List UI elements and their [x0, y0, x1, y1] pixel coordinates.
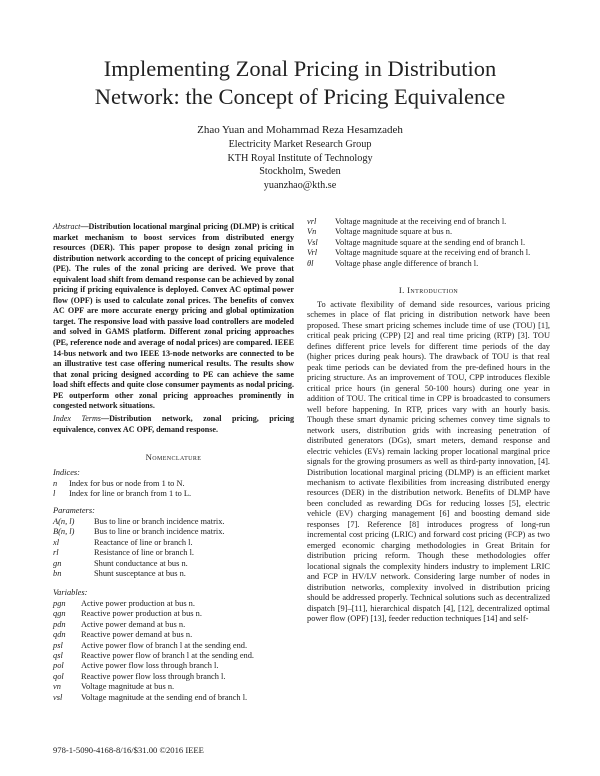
nomenclature-symbol: pdn	[53, 619, 66, 629]
nomenclature-description: Index for bus or node from 1 to N.	[69, 479, 185, 488]
nomenclature-description: Shunt susceptance at bus n.	[94, 568, 186, 578]
nomenclature-symbol: qgn	[53, 609, 66, 619]
nomenclature-symbol: B(n, l)	[53, 527, 75, 537]
nomenclature-symbol: bn	[53, 568, 62, 578]
nomenclature-symbol: vsl	[53, 692, 63, 702]
affiliation-location: Stockholm, Sweden	[259, 166, 341, 178]
nomenclature-description: Active power flow loss through branch l.	[81, 661, 219, 671]
nomenclature-symbol: pol	[53, 661, 64, 671]
nomenclature-description: Shunt conductance at bus n.	[94, 558, 188, 568]
nomenclature-description: Index for line or branch from 1 to L.	[69, 489, 192, 499]
nomenclature-symbol: pgn	[53, 599, 66, 608]
variables-list-continued	[307, 217, 530, 269]
nomenclature-entry	[53, 672, 254, 682]
nomenclature-entry	[53, 651, 254, 661]
nomenclature-description: Active power demand at bus n.	[81, 619, 186, 629]
nomenclature-symbol: vrl	[307, 217, 317, 226]
nomenclature-symbol: qol	[53, 671, 64, 681]
nomenclature-entry	[53, 661, 254, 671]
nomenclature-entry	[53, 527, 224, 537]
index-terms-text: —Distribution network, zonal pricing, pricing equivalence, convex AC OPF, demand response.	[53, 414, 295, 434]
nomenclature-entry	[53, 682, 254, 692]
nomenclature-description: Reactive power flow loss through branch l.	[81, 671, 226, 681]
nomenclature-entry	[53, 538, 224, 548]
author-block	[100, 124, 500, 192]
nomenclature-description: Voltage phase angle difference of branch l.	[335, 258, 479, 268]
nomenclature-symbol: Vsl	[307, 237, 318, 247]
nomenclature-entry	[307, 259, 530, 269]
nomenclature-symbol: xl	[53, 537, 60, 547]
parameters-label: Parameters:	[53, 506, 95, 515]
title-line-1: Implementing Zonal Pricing in Distribution	[103, 56, 497, 81]
nomenclature-entry	[53, 599, 254, 609]
paper-title	[40, 55, 560, 111]
abstract	[53, 222, 294, 412]
variables-list	[53, 599, 254, 703]
nomenclature-symbol: θl	[307, 258, 314, 268]
nomenclature-description: Voltage magnitude square at the sending end of branch l.	[335, 237, 526, 247]
nomenclature-heading: Nomenclature	[145, 452, 202, 462]
introduction-body	[307, 300, 550, 625]
nomenclature-description: Active power production at bus n.	[81, 599, 195, 608]
index-terms	[53, 414, 294, 435]
nomenclature-entry	[307, 217, 530, 227]
nomenclature-entry	[53, 620, 254, 630]
nomenclature-description: Bus to line or branch incidence matrix.	[94, 527, 225, 537]
nomenclature-description: Voltage magnitude at the receiving end of branch l.	[335, 217, 507, 226]
title-line-2: Network: the Concept of Pricing Equivalence	[94, 84, 506, 109]
nomenclature-entry	[53, 517, 224, 527]
nomenclature-entry	[53, 609, 254, 619]
variables-label: Variables:	[53, 588, 88, 597]
nomenclature-entry	[307, 227, 530, 237]
nomenclature-symbol: Vn	[307, 227, 317, 237]
nomenclature-symbol: rl	[53, 548, 59, 558]
author-names: Zhao Yuan and Mohammad Reza Hesamzadeh	[197, 124, 403, 136]
nomenclature-symbol: Vrl	[307, 248, 318, 258]
nomenclature-symbol: l	[53, 489, 56, 499]
nomenclature-entry	[53, 693, 254, 703]
nomenclature-entry	[53, 559, 224, 569]
affiliation-group: Electricity Market Research Group	[228, 139, 372, 151]
abstract-text: —Distribution locational marginal pricing (DLMP) is critical market mechanism to boost services from distributed energy resources (DER). This paper propose to design zonal pricing in distribution network according to the concept of pricing equivalence (PE). The rules of the zonal pricing are derived. We prove that equivalent load shift from demand response can be achieved by zonal pricing if pricing equivalence is deployed. Convex AC optimal power flow (OPF) is used to calculate zonal prices. The benefits of convex AC OPF are more accurate energy pricing and global optimization target. The responsive load with passive load controllers are modeled and solved in GAMS platform. Different zonal pricing approaches (PE, reference node and average of nodal prices) are compared. IEEE 14-bus network and two IEEE 13-node networks are connected to be an illustrative test case offering numerical results. The results show that zonal pricing designed according to PE can achieve the same load shift effects and quite close consumer payments as nodal pricing. PE outperform other zonal pricing approaches prominently in congested network situations.	[53, 222, 294, 411]
index-terms-lead: Index Terms	[53, 414, 101, 423]
nomenclature-description: Reactive power demand at bus n.	[81, 630, 193, 640]
nomenclature-entry	[307, 238, 530, 248]
nomenclature-entry	[53, 479, 191, 489]
nomenclature-entry	[307, 248, 530, 258]
nomenclature-symbol: gn	[53, 558, 62, 568]
affiliation-institute: KTH Royal Institute of Technology	[227, 152, 373, 164]
nomenclature-description: Reactance of line or branch l.	[94, 537, 193, 547]
nomenclature-description: Bus to line or branch incidence matrix.	[94, 517, 225, 526]
nomenclature-entry	[53, 569, 224, 579]
nomenclature-symbol: qdn	[53, 630, 66, 640]
indices-list	[53, 479, 191, 500]
nomenclature-symbol: vn	[53, 682, 61, 692]
nomenclature-description: Voltage magnitude at the sending end of branch l.	[81, 692, 248, 702]
nomenclature-description: Active power flow of branch l at the sending end.	[81, 640, 248, 650]
nomenclature-description: Voltage magnitude square at bus n.	[335, 227, 453, 237]
nomenclature-symbol: n	[53, 479, 58, 488]
nomenclature-entry	[53, 489, 191, 499]
nomenclature-entry	[53, 641, 254, 651]
nomenclature-entry	[53, 630, 254, 640]
introduction-heading: I. Introduction	[398, 285, 459, 295]
nomenclature-symbol: psl	[53, 640, 63, 650]
nomenclature-description: Reactive power production at bus n.	[81, 609, 202, 619]
copyright-footer: 978-1-5090-4168-8/16/$31.00 ©2016 IEEE	[53, 745, 204, 755]
nomenclature-symbol: A(n, l)	[53, 517, 75, 526]
nomenclature-entry	[53, 548, 224, 558]
introduction-paragraph: To activate flexibility of demand side resources, various pricing schemes in place of flat pricing in distribution network have been proposed. These smart pricing schemes include time of use (TOU) [1], critical peak pricing (CPP) [2] and real time pricing (RTP) [3]. TOU defines different price levels for different time periods of the day (higher prices during peak hours). The drawback of TOU is that real peak time periods can be deviated from the pre-defined hours in the pricing structure. As an improvement of TOU, CPP introduces flexible critical price hours (in general 50-100 hours) during one year in addition of TOU. The critical time in CPP is broadcasted to consumers well before happening. In RTP, prices vary with an hourly basis. Though these smart dynamic pricing schemes convey time signals to network users, distribution grids with increasing penetration of distributed generators (DGs), smart meters, demand response and electric vehicles (EVs) remain lacking proper locational marginal price signals for the growing prosumers as well as third-party innovation, [4]. Distribution locational marginal pricing (DLMP) is an efficient market mechanism to activate flexibilities from increasing distributed energy resources (DER) in the distribution network. Benefits of DLMP have been concluded as rewarding DGs for reducing losses [5], electric vehicle (EV) charging management [6] and boosting demand side responses [7]. Reference [8] introduces progress of long-run incremental cost pricing (LRIC) and forward cost pricing (FCP) as two emerged economic charging methodologies in Great Britain for distribution pricing reform. Though these methodologies offer locational signals the complexity hinders industry to implement LRIC and FCP in HV/LV network. Considering large number of nodes in distribution networks, complexity involved in distribution pricing should be addressed properly. Technical solutions such as decentralized dispatch [9]–[11], hierarchical dispatch [4], [12], decentralized optimal power flow (OPF) [13], feeder reduction techniques [14] and self-	[307, 300, 550, 624]
abstract-lead: Abstract	[53, 222, 81, 231]
parameters-list	[53, 517, 224, 579]
nomenclature-description: Reactive power flow of branch l at the sending end.	[81, 650, 255, 660]
author-email: yuanzhao@kth.se	[263, 179, 337, 191]
nomenclature-description: Voltage magnitude at bus n.	[81, 682, 175, 692]
nomenclature-description: Resistance of line or branch l.	[94, 548, 195, 558]
indices-label: Indices:	[53, 468, 80, 477]
nomenclature-description: Voltage magnitude square at the receiving end of branch l.	[335, 248, 531, 258]
nomenclature-symbol: qsl	[53, 650, 63, 660]
